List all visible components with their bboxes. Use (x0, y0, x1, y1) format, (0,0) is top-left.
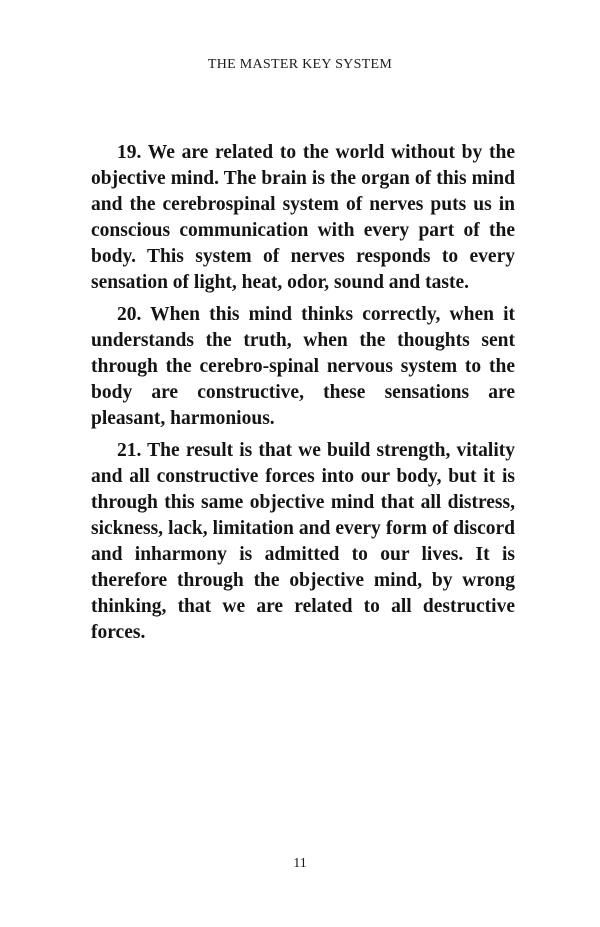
paragraph-text: We are related to the world without by the objective mind. The brain is the organ of this mind and the cerebrospinal system of nerves puts us in conscious communication with every part of the body. This system of nerves responds to every sensation of light, heat, odor, sound and taste. (91, 142, 515, 293)
paragraph-number: 19. (117, 142, 142, 163)
running-header-title: THE MASTER KEY SYSTEM (207, 57, 393, 72)
paragraph-20 (91, 302, 515, 432)
paragraph-number: 20. (117, 304, 142, 325)
paragraph-text: The result is that we build strength, vitality and all constructive forces into our body, but it is through this same objective mind that all distress, sickness, lack, limitation and every form of discord and inharmony is admitted to our lives. It is therefore through the objective mind, by wrong thinking, that we are related to all destructive forces. (91, 440, 515, 643)
paragraph-number: 21. (117, 440, 142, 461)
paragraph-21 (91, 438, 515, 646)
body-text (91, 140, 515, 652)
paragraph-19 (91, 140, 515, 296)
paragraph-text: When this mind thinks correctly, when it understands the truth, when the thoughts sent through the cerebro-spinal nervous system to the body are constructive, these sensations are pleasant, harmonious. (91, 304, 515, 429)
page-number: 11 (293, 856, 307, 871)
